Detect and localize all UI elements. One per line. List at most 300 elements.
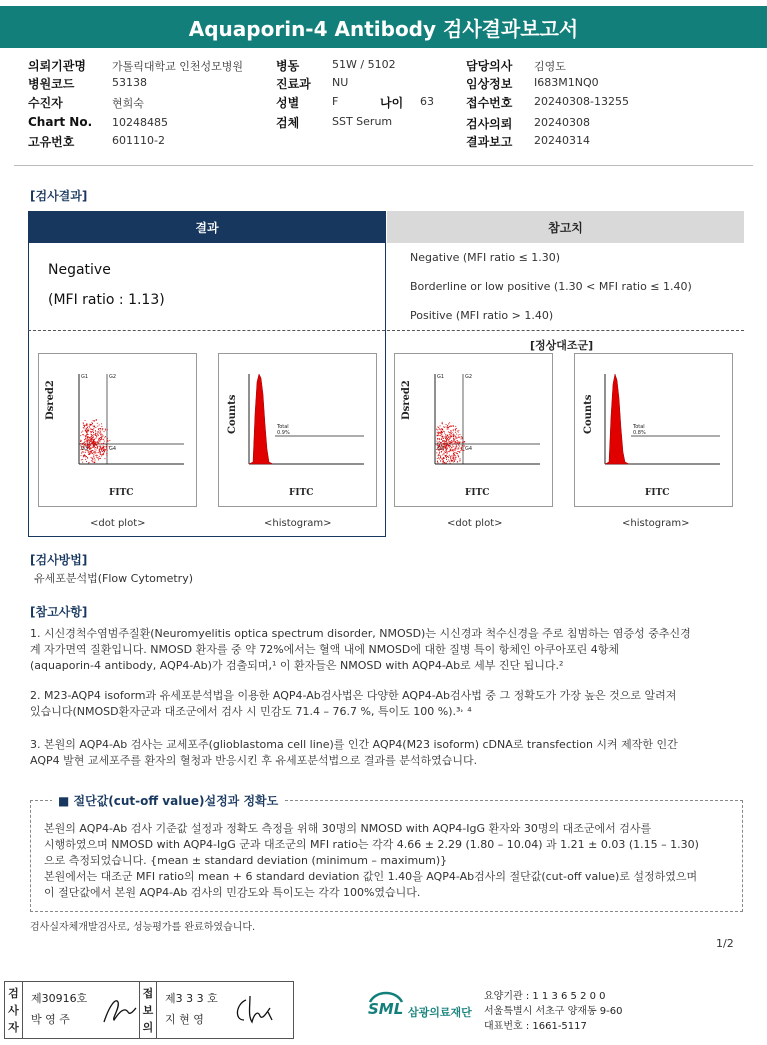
dot	[437, 441, 438, 442]
dot	[451, 447, 452, 448]
page-number: 1/2	[716, 937, 734, 950]
dot	[87, 441, 88, 442]
info-value: 10248485	[112, 116, 168, 129]
dot	[455, 458, 456, 459]
info-value: 20240314	[534, 134, 590, 147]
quadrant-label: G4	[109, 446, 117, 452]
dot	[91, 450, 92, 451]
dot	[455, 450, 456, 451]
label-char: 보	[142, 1004, 154, 1017]
dot	[454, 461, 455, 462]
dot	[463, 446, 464, 447]
info-label: 고유번호	[28, 135, 75, 149]
info-label: 진료과	[276, 77, 311, 91]
dot	[94, 444, 95, 445]
dot	[439, 453, 440, 454]
dot	[103, 443, 104, 444]
dot	[89, 440, 90, 441]
report-title: Aquaporin-4 Antibody 검사결과보고서	[0, 6, 767, 48]
dot	[443, 460, 444, 461]
reference-positive: Positive (MFI ratio > 1.40)	[410, 309, 554, 322]
dot	[442, 428, 443, 429]
dot	[87, 437, 88, 438]
dot	[87, 431, 88, 432]
dot	[101, 423, 102, 424]
quadrant-label: G2	[109, 374, 117, 380]
dot	[85, 425, 86, 426]
dot	[455, 438, 456, 439]
dot	[92, 435, 93, 436]
dot	[451, 436, 452, 437]
dot	[82, 443, 83, 444]
info-value: 현희숙	[112, 97, 144, 110]
dot	[453, 436, 454, 437]
dot	[106, 453, 107, 454]
dot-plot-caption: <dot plot>	[447, 518, 503, 529]
dot	[446, 457, 447, 458]
dot	[451, 431, 452, 432]
dot	[459, 451, 460, 452]
dot	[445, 447, 446, 448]
dot	[85, 430, 86, 431]
dot	[456, 434, 457, 435]
histogram-peak	[249, 374, 273, 464]
dot	[461, 448, 462, 449]
dot	[91, 425, 92, 426]
dot	[88, 439, 89, 440]
dot	[83, 425, 84, 426]
dot	[84, 442, 85, 443]
dot	[445, 448, 446, 449]
dot	[102, 430, 103, 431]
dot	[452, 432, 453, 433]
dot	[444, 441, 445, 442]
dot	[97, 436, 98, 437]
dot	[97, 457, 98, 458]
dot	[89, 437, 90, 438]
dot	[457, 451, 458, 452]
dot	[92, 423, 93, 424]
dot	[98, 431, 99, 432]
dot	[100, 454, 101, 455]
dot	[461, 439, 462, 440]
dot	[444, 443, 445, 444]
signature-box	[4, 981, 294, 1039]
dot	[97, 446, 98, 447]
dot	[454, 457, 455, 458]
dot	[94, 458, 95, 459]
dot	[103, 429, 104, 430]
dot	[444, 463, 445, 464]
dot	[447, 429, 448, 430]
dot	[100, 429, 101, 430]
dot	[86, 456, 87, 457]
info-label: 임상정보	[466, 77, 513, 91]
info-value: F	[332, 95, 339, 108]
org-code: 요양기관 : 1 1 3 6 5 2 0 0	[484, 991, 606, 1002]
dot	[446, 424, 447, 425]
info-label: 검체	[276, 116, 300, 130]
info-value: 20240308-13255	[534, 95, 629, 108]
dot	[447, 461, 448, 462]
dot	[441, 431, 442, 432]
dot	[453, 454, 454, 455]
dot	[85, 459, 86, 460]
dot	[438, 432, 439, 433]
info-label: 수진자	[28, 96, 63, 110]
dot	[443, 443, 444, 444]
dot	[445, 441, 446, 442]
dot	[458, 456, 459, 457]
dot	[102, 451, 103, 452]
dot	[458, 437, 459, 438]
dot	[101, 436, 102, 437]
reporter-vertical-label	[139, 982, 157, 1038]
control-dot-plot	[394, 353, 553, 507]
dot	[436, 452, 437, 453]
dot	[440, 460, 441, 461]
dot	[447, 447, 448, 448]
dot	[100, 453, 101, 454]
dot	[452, 455, 453, 456]
dot	[453, 430, 454, 431]
dot	[440, 432, 441, 433]
dot	[441, 458, 442, 459]
dot	[453, 425, 454, 426]
dot	[449, 461, 450, 462]
dot	[85, 438, 86, 439]
dot	[105, 430, 106, 431]
dot	[456, 452, 457, 453]
dot	[438, 427, 439, 428]
dot	[105, 458, 106, 459]
dot	[440, 425, 441, 426]
dot	[457, 453, 458, 454]
dot-cluster	[80, 419, 110, 463]
dot	[451, 456, 452, 457]
dot	[86, 435, 87, 436]
reference-borderline: Borderline or low positive (1.30 < MFI ratio ≤ 1.40)	[410, 280, 692, 293]
dot	[442, 463, 443, 464]
dot	[452, 450, 453, 451]
dot	[453, 459, 454, 460]
dot	[100, 458, 101, 459]
dot	[100, 432, 101, 433]
histogram-gate-label: Total	[277, 424, 289, 430]
dot	[447, 438, 448, 439]
dot	[102, 434, 103, 435]
dot	[95, 442, 96, 443]
dot	[450, 459, 451, 460]
dot	[98, 435, 99, 436]
dot	[439, 459, 440, 460]
dot	[445, 448, 446, 449]
dot	[456, 438, 457, 439]
dot	[99, 440, 100, 441]
dot	[462, 438, 463, 439]
dot	[450, 442, 451, 443]
dot	[453, 437, 454, 438]
dot	[105, 429, 106, 430]
dot	[89, 427, 90, 428]
dot	[87, 439, 88, 440]
dot	[444, 454, 445, 455]
dot	[450, 450, 451, 451]
dot	[444, 442, 445, 443]
dot	[438, 454, 439, 455]
dot	[93, 434, 94, 435]
dot	[458, 445, 459, 446]
dot	[464, 441, 465, 442]
histogram-caption: <histogram>	[264, 518, 332, 529]
dot	[439, 428, 440, 429]
dot	[450, 432, 451, 433]
dot	[90, 445, 91, 446]
dot	[93, 441, 94, 442]
dot	[83, 427, 84, 428]
dot	[100, 452, 101, 453]
dot	[90, 425, 91, 426]
dot	[90, 429, 91, 430]
dot	[444, 437, 445, 438]
quadrant-label: G1	[437, 374, 445, 380]
info-value: SST Serum	[332, 115, 393, 128]
dot	[449, 422, 450, 423]
dot	[81, 441, 82, 442]
dot	[457, 461, 458, 462]
cutoff-line: 본원에서는 대조군 MFI ratio의 mean + 6 standard deviation 값인 1.40을 AQP4-Ab검사의 절단값(cut-off value)로 설정하였으며	[44, 870, 698, 883]
dot	[104, 451, 105, 452]
x-axis-label: FITC	[465, 488, 490, 498]
dot	[437, 461, 438, 462]
patient-info	[28, 57, 748, 149]
dot	[86, 434, 87, 435]
dot	[91, 453, 92, 454]
dot	[442, 441, 443, 442]
note-1	[30, 626, 745, 674]
quadrant-label: G3	[437, 446, 445, 452]
x-axis-label: FITC	[109, 488, 134, 498]
dot	[451, 442, 452, 443]
dot	[456, 445, 457, 446]
dot	[99, 438, 100, 439]
dot	[455, 436, 456, 437]
dot	[85, 420, 86, 421]
dot	[453, 458, 454, 459]
dot	[448, 442, 449, 443]
dot	[456, 457, 457, 458]
dot	[90, 424, 91, 425]
dot	[82, 459, 83, 460]
dot	[438, 442, 439, 443]
dot	[82, 462, 83, 463]
dot	[438, 435, 439, 436]
examiner-license: 제30916호	[31, 992, 88, 1005]
label-char: 자	[8, 1021, 19, 1034]
dot	[103, 448, 104, 449]
dot	[440, 455, 441, 456]
dot	[446, 436, 447, 437]
dot	[88, 436, 89, 437]
dot	[92, 453, 93, 454]
dot	[457, 440, 458, 441]
dot	[88, 454, 89, 455]
dot	[448, 437, 449, 438]
dot	[448, 427, 449, 428]
dot	[442, 454, 443, 455]
dot	[440, 442, 441, 443]
dot	[90, 447, 91, 448]
dot	[85, 435, 86, 436]
dot	[105, 449, 106, 450]
dot	[95, 430, 96, 431]
dot	[90, 439, 91, 440]
dashed-divider	[28, 330, 744, 331]
dot	[92, 443, 93, 444]
dot	[106, 442, 107, 443]
dot	[449, 447, 450, 448]
patient-dot-plot	[38, 353, 197, 507]
dot	[450, 446, 451, 447]
dot	[446, 444, 447, 445]
patient-histogram	[218, 353, 377, 507]
dot	[93, 447, 94, 448]
dot	[95, 452, 96, 453]
dot	[107, 440, 108, 441]
dot	[453, 439, 454, 440]
info-value: NU	[332, 76, 349, 89]
dot	[444, 431, 445, 432]
dot	[439, 435, 440, 436]
dot	[85, 455, 86, 456]
dot	[453, 449, 454, 450]
dot	[98, 439, 99, 440]
dot	[99, 448, 100, 449]
dot	[82, 444, 83, 445]
info-value: 20240308	[534, 116, 590, 129]
age-value: 63	[420, 95, 434, 108]
dot	[94, 457, 95, 458]
dot	[438, 457, 439, 458]
dot	[461, 436, 462, 437]
dot	[94, 462, 95, 463]
dot	[455, 430, 456, 431]
dot	[440, 429, 441, 430]
dot	[106, 448, 107, 449]
dot	[91, 452, 92, 453]
dot	[85, 444, 86, 445]
dot	[458, 456, 459, 457]
dot	[443, 462, 444, 463]
dot	[462, 450, 463, 451]
x-axis-label: FITC	[289, 488, 314, 498]
dot	[457, 455, 458, 456]
dot	[95, 438, 96, 439]
dot	[100, 437, 101, 438]
dot	[451, 426, 452, 427]
dot	[437, 430, 438, 431]
dot	[107, 450, 108, 451]
dot	[101, 456, 102, 457]
quadrant-label: G2	[465, 374, 473, 380]
info-value: 53138	[112, 76, 147, 89]
dot	[102, 444, 103, 445]
dot	[441, 439, 442, 440]
dot	[95, 460, 96, 461]
dot	[445, 438, 446, 439]
dot	[448, 457, 449, 458]
dot	[86, 425, 87, 426]
dot	[94, 449, 95, 450]
dot	[95, 455, 96, 456]
dot	[81, 455, 82, 456]
info-label: Chart No.	[28, 115, 93, 129]
dot	[437, 458, 438, 459]
dot	[98, 459, 99, 460]
dot	[83, 434, 84, 435]
dot	[107, 429, 108, 430]
dot	[102, 454, 103, 455]
dot	[99, 433, 100, 434]
info-value: I683M1NQ0	[534, 76, 599, 89]
dot	[104, 441, 105, 442]
dot	[100, 441, 101, 442]
dot	[458, 442, 459, 443]
result-header: 결과	[28, 211, 386, 243]
dot	[88, 462, 89, 463]
dot	[83, 423, 84, 424]
dot	[96, 419, 97, 420]
dot	[107, 438, 108, 439]
dot	[443, 457, 444, 458]
dot	[461, 447, 462, 448]
dot	[106, 444, 107, 445]
dot	[453, 456, 454, 457]
dot	[91, 457, 92, 458]
y-axis-label: Dsred2	[401, 380, 412, 420]
dot	[84, 444, 85, 445]
dot	[457, 449, 458, 450]
dot	[439, 438, 440, 439]
reporter-name: 지 현 영	[165, 1013, 204, 1026]
dot	[101, 433, 102, 434]
dot	[97, 434, 98, 435]
dot	[452, 460, 453, 461]
dot	[447, 448, 448, 449]
dot	[455, 429, 456, 430]
dot	[89, 445, 90, 446]
dot	[103, 449, 104, 450]
dot	[441, 434, 442, 435]
cutoff-title: ■ 절단값(cut-off value)설정과 정확도	[52, 792, 284, 809]
dot	[438, 462, 439, 463]
dot	[455, 459, 456, 460]
dot	[109, 440, 110, 441]
dot	[97, 441, 98, 442]
dot	[454, 454, 455, 455]
examiner-name: 박 영 주	[31, 1013, 70, 1026]
dot	[443, 436, 444, 437]
info-label: 검사의뢰	[466, 117, 513, 131]
dot	[450, 444, 451, 445]
dot	[90, 444, 91, 445]
dot	[448, 460, 449, 461]
dot	[99, 449, 100, 450]
dot	[98, 452, 99, 453]
dot	[88, 452, 89, 453]
info-label: 의뢰기관명	[28, 59, 86, 73]
logo-text: SML	[368, 1000, 404, 1018]
